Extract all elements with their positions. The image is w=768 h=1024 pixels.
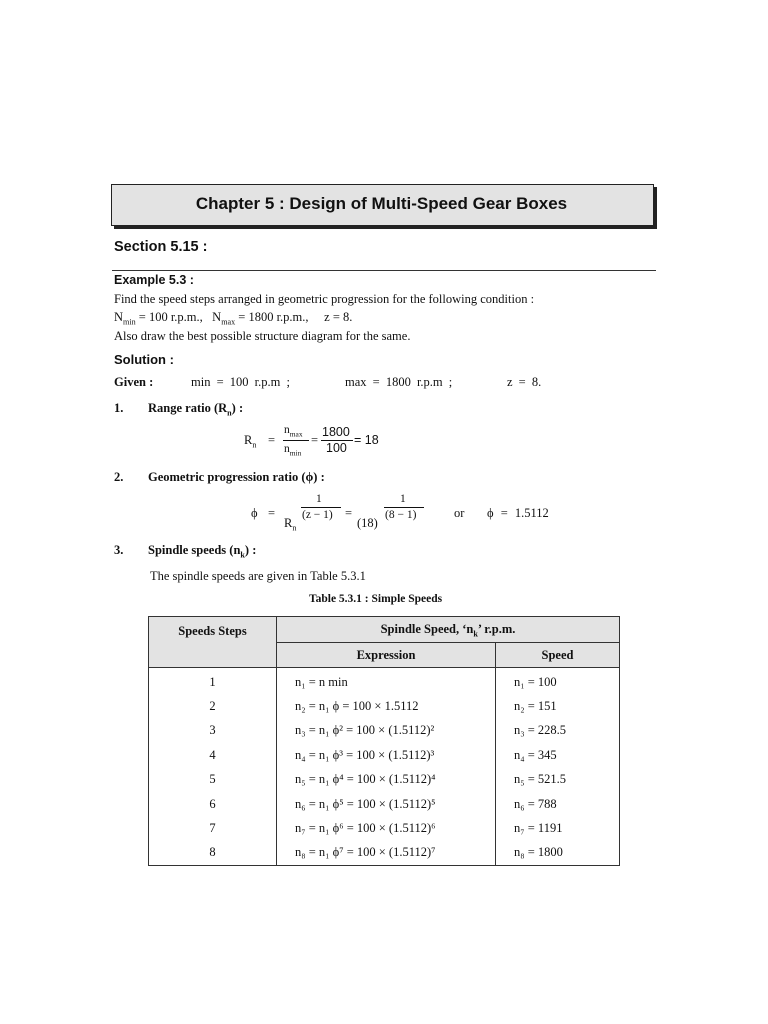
expression-cell: n₆ = n₁ ϕ⁵ = 100 × (1.5112)⁵ bbox=[277, 792, 496, 816]
example-line-2: $N_{min} = 100$ r.p.m., $N_{max} = 1800$ r.p.m., z = 8. bbox=[114, 310, 353, 327]
speed-cell: n₅ = 521.5 bbox=[496, 768, 620, 792]
step-cell: 1 bbox=[149, 668, 277, 695]
step-cell: 5 bbox=[149, 768, 277, 792]
speed-cell: n₆ = 788 bbox=[496, 792, 620, 816]
table-row bbox=[149, 743, 620, 767]
rn-equals-1: = bbox=[268, 433, 276, 447]
expression-cell: n₂ = n₁ ϕ = 100 × 1.5112 bbox=[277, 694, 496, 718]
phi-equals-2: = bbox=[345, 506, 353, 520]
root-index-num-2: 1 bbox=[400, 493, 406, 505]
table-row bbox=[149, 792, 620, 816]
nmax-numerator: $n_{max}$ bbox=[284, 424, 303, 439]
expression-cell: n₃ = n₁ ϕ² = 100 × (1.5112)² bbox=[277, 719, 496, 743]
phi-result: ϕ = 1.5112 bbox=[487, 506, 549, 520]
root-index-bar-1 bbox=[301, 507, 341, 508]
table-row bbox=[149, 816, 620, 840]
expression-cell: n₇ = n₁ ϕ⁶ = 100 × (1.5112)⁶ bbox=[277, 816, 496, 840]
given-label: Given : bbox=[114, 375, 154, 389]
given-z: z = 8. bbox=[507, 375, 542, 389]
step-3-title: Spindle speeds $(n_k)$ : bbox=[148, 543, 257, 560]
value-1800: 1800 bbox=[322, 425, 350, 439]
step-1-title: Range ratio $(R_n)$ : bbox=[148, 401, 244, 418]
table-caption: Table 5.3.1 : Simple Speeds bbox=[309, 593, 443, 605]
step-2-number: 2. bbox=[114, 470, 124, 484]
header-spindle-speed: Spindle Speed, ‘$n_k$’ r.p.m. bbox=[277, 617, 620, 643]
step-cell: 8 bbox=[149, 841, 277, 866]
step-1-number: 1. bbox=[114, 401, 124, 415]
step-cell: 4 bbox=[149, 743, 277, 767]
example-line-1: Find the speed steps arranged in geometric progression for the following condition : bbox=[114, 292, 535, 306]
step-cell: 6 bbox=[149, 792, 277, 816]
root-index-num-1: 1 bbox=[316, 493, 322, 505]
speed-cell: n₁ = 100 bbox=[496, 668, 620, 695]
expression-cell: n₄ = n₁ ϕ³ = 100 × (1.5112)³ bbox=[277, 743, 496, 767]
step-cell: 7 bbox=[149, 816, 277, 840]
root-index-den-1: (z − 1) bbox=[302, 509, 333, 521]
base-eighteen: (18) bbox=[357, 516, 378, 530]
header-expression: Expression bbox=[277, 643, 496, 668]
step-2-title: Geometric progression ratio (ϕ) : bbox=[148, 470, 325, 484]
speed-cell: n₂ = 151 bbox=[496, 694, 620, 718]
example-label: Example 5.3 : bbox=[114, 273, 194, 287]
expression-cell: n₈ = n₁ ϕ⁷ = 100 × (1.5112)⁷ bbox=[277, 841, 496, 866]
given-min: min = 100 r.p.m ; bbox=[191, 375, 290, 389]
solution-label: Solution : bbox=[114, 352, 174, 367]
example-line-3: Also draw the best possible structure diagram for the same. bbox=[114, 329, 411, 343]
chapter-title: Chapter 5 : Design of Multi-Speed Gear Boxes bbox=[195, 194, 568, 213]
nmin-denominator: $n_{min}$ bbox=[284, 443, 302, 458]
step-3-number: 3. bbox=[114, 543, 124, 557]
or-word: or bbox=[454, 506, 465, 520]
table-row bbox=[149, 768, 620, 792]
table-row bbox=[149, 841, 620, 866]
rn-equals-2: = bbox=[311, 433, 319, 447]
phi-equals-1: = bbox=[268, 506, 276, 520]
rn-lhs: $R_n$ bbox=[244, 433, 257, 450]
section-divider bbox=[112, 270, 656, 271]
header-speed-steps: Speeds Steps bbox=[149, 617, 277, 668]
step-cell: 2 bbox=[149, 694, 277, 718]
header-speed: Speed bbox=[496, 643, 620, 668]
section-title: Section 5.15 : bbox=[114, 239, 208, 255]
speed-table bbox=[148, 616, 620, 866]
table-row bbox=[149, 668, 620, 695]
expression-cell: n₅ = n₁ ϕ⁴ = 100 × (1.5112)⁴ bbox=[277, 768, 496, 792]
speed-cell: n₃ = 228.5 bbox=[496, 719, 620, 743]
table-row bbox=[149, 719, 620, 743]
table-row bbox=[149, 694, 620, 718]
rn-result: = 18 bbox=[354, 433, 379, 447]
root-index-den-2: (8 − 1) bbox=[385, 509, 417, 521]
expression-cell: n₁ = n min bbox=[277, 668, 496, 695]
speed-cell: n₇ = 1191 bbox=[496, 816, 620, 840]
given-max: max = 1800 r.p.m ; bbox=[345, 375, 453, 389]
step-cell: 3 bbox=[149, 719, 277, 743]
speed-cell: n₈ = 1800 bbox=[496, 841, 620, 866]
value-100: 100 bbox=[326, 441, 347, 455]
phi-lhs: ϕ bbox=[251, 506, 258, 520]
rn-base: $R_n$ bbox=[284, 516, 297, 533]
root-index-bar-2 bbox=[384, 507, 424, 508]
speed-cell: n₄ = 345 bbox=[496, 743, 620, 767]
spindle-intro: The spindle speeds are given in Table 5.3.1 bbox=[150, 569, 366, 583]
fraction-bar-1 bbox=[283, 440, 309, 441]
